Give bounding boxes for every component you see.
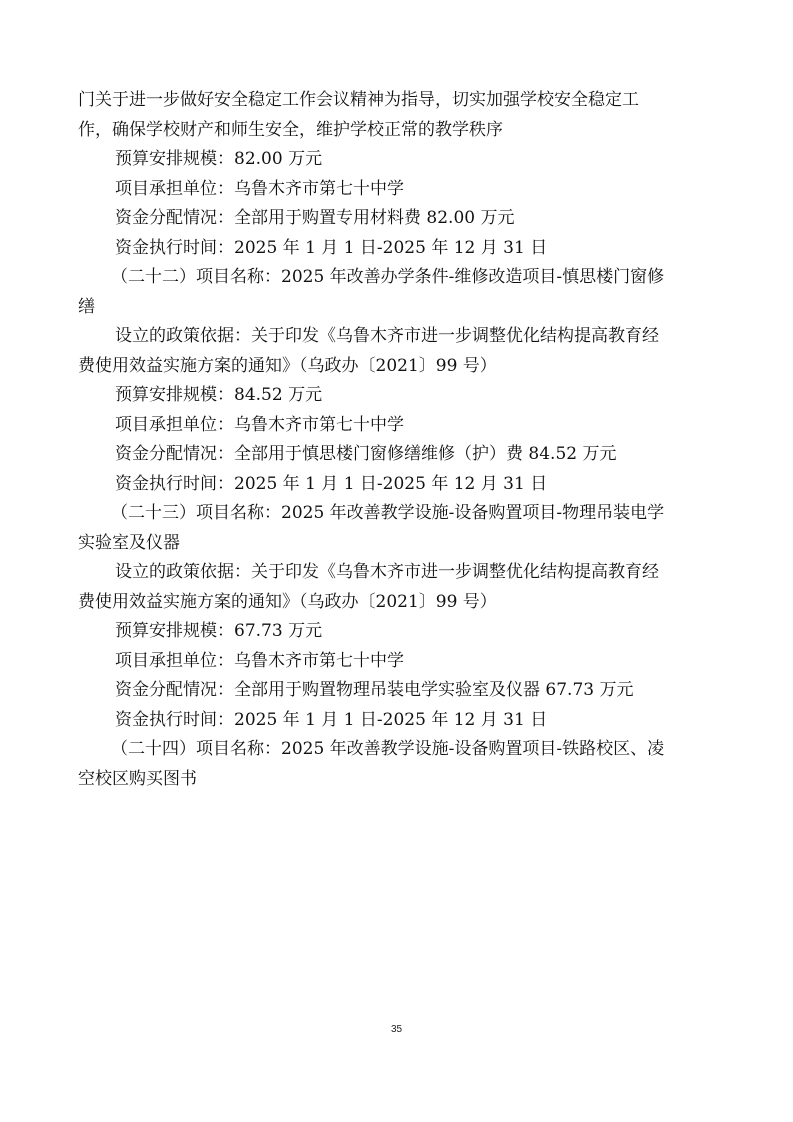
project-unit-line: 项目承担单位：乌鲁木齐市第七十中学 — [115, 178, 404, 199]
project-heading: （二十二）项目名称：2025 年改善办学条件-维修改造项目-慎思楼门窗修 — [111, 267, 665, 287]
budget-scale-line: 预算安排规模：67.73 万元 — [115, 621, 323, 641]
project-heading-continued: 空校区购买图书 — [78, 768, 197, 789]
project-heading: （二十四）项目名称：2025 年改善教学设施-设备购置项目-铁路校区、凌 — [111, 739, 665, 759]
policy-basis-line: 设立的政策依据：关于印发《乌鲁木齐市进一步调整优化结构提高教育经 — [115, 562, 659, 582]
project-heading-continued: 实验室及仪器 — [78, 532, 180, 553]
text-line: 门关于进一步做好安全稳定工作会议精神为指导，切实加强学校安全稳定工 — [78, 90, 639, 110]
project-unit-line: 项目承担单位：乌鲁木齐市第七十中学 — [115, 650, 404, 671]
execution-time-line: 资金执行时间：2025 年 1 月 1 日-2025 年 12 月 31 日 — [115, 237, 548, 258]
execution-time-line: 资金执行时间：2025 年 1 月 1 日-2025 年 12 月 31 日 — [115, 473, 548, 494]
page-number: 35 — [390, 1024, 403, 1035]
fund-allocation-line: 资金分配情况：全部用于慎思楼门窗修缮维修（护）费 84.52 万元 — [115, 444, 617, 464]
project-heading-continued: 缮 — [78, 296, 95, 317]
policy-basis-line: 设立的政策依据：关于印发《乌鲁木齐市进一步调整优化结构提高教育经 — [115, 326, 659, 346]
document-body — [78, 86, 714, 794]
text-line: 作，确保学校财产和师生安全，维护学校正常的教学秩序 — [78, 119, 503, 140]
execution-time-line: 资金执行时间：2025 年 1 月 1 日-2025 年 12 月 31 日 — [115, 709, 548, 730]
fund-allocation-line: 资金分配情况：全部用于购置物理吊装电学实验室及仪器 67.73 万元 — [115, 680, 634, 700]
project-heading: （二十三）项目名称：2025 年改善教学设施-设备购置项目-物理吊装电学 — [111, 503, 665, 523]
policy-basis-continued: 费使用效益实施方案的通知》（乌政办〔2021〕99 号） — [78, 591, 497, 612]
project-unit-line: 项目承担单位：乌鲁木齐市第七十中学 — [115, 414, 404, 435]
budget-scale-line: 预算安排规模：84.52 万元 — [115, 385, 323, 405]
budget-scale-line: 预算安排规模：82.00 万元 — [115, 149, 323, 169]
policy-basis-continued: 费使用效益实施方案的通知》（乌政办〔2021〕99 号） — [78, 355, 497, 376]
fund-allocation-line: 资金分配情况：全部用于购置专用材料费 82.00 万元 — [115, 208, 515, 228]
